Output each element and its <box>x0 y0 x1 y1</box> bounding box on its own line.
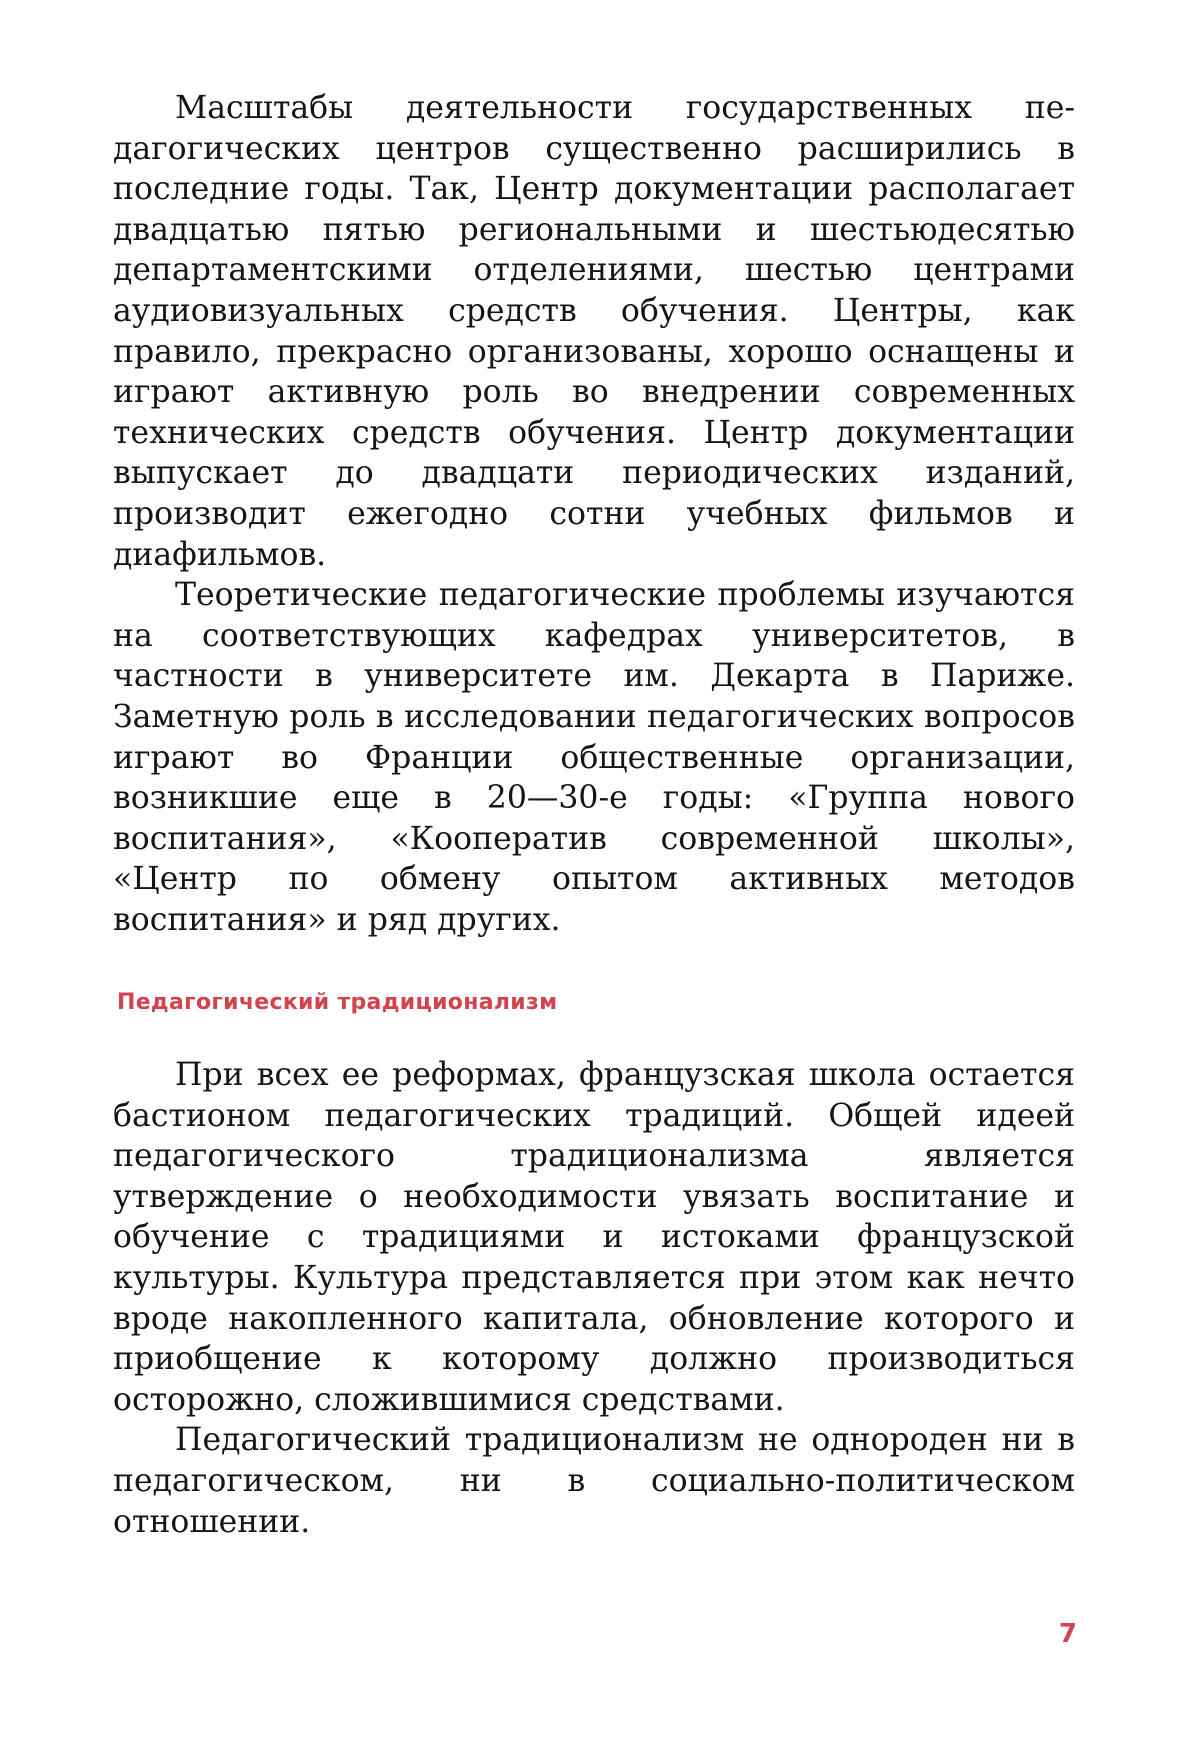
paragraph-traditionalism: Педагогический традиционализм не однороден ни в педагогическом, ни в социально-политическом отношении. <box>113 1422 1075 1540</box>
paragraph-theory: Теоретические педагогические проблемы изучаются на соответствующих кафедрах университетов, в частности в университете им. Декарта в Париже. Заметную роль в исследовании педагогических вопросов играют во Франции общественные организации, возникшие еще в 20—30-е годы: «Группа нового воспитания», «Кооператив современной школы», «Центр по обмену опытом активных методов воспитания» и ряд других. <box>113 577 1075 938</box>
section-heading: Педагогический традиционализм <box>117 990 558 1015</box>
page-number: 7 <box>1058 1619 1077 1649</box>
text-block-top <box>113 88 1075 940</box>
paragraph-reforms: При всех ее реформах, французская школа остается бастионом педагогических традиций. Общей идеей педагогического традиционализма является утверждение о необходимости увязать воспитание и обучение с традициями и истоками французской культуры. Культура представляется при этом как нечто вроде накопленного капитала, обновление которого и приобщение к которому должно производиться осторожно, сложившимися средствами. <box>113 1057 1075 1418</box>
paragraph-centers: Масштабы деятельности государственных педагогических центров существенно расширились в последние годы. Так, Центр документации располагает двадцатью пятью региональными и шестьюдесятью департаментскими отделениями, шестью центрами аудиовизуальных средств обучения. Центры, как правило, прекрасно организованы, хорошо оснащены и играют активную роль во внедрении современных технических средств обучения. Центр документации выпускает до двадцати периодических изданий, производит ежегодно сотни учебных фильмов и диафильмов. <box>113 90 1075 573</box>
text-block-bottom <box>113 1055 1075 1542</box>
